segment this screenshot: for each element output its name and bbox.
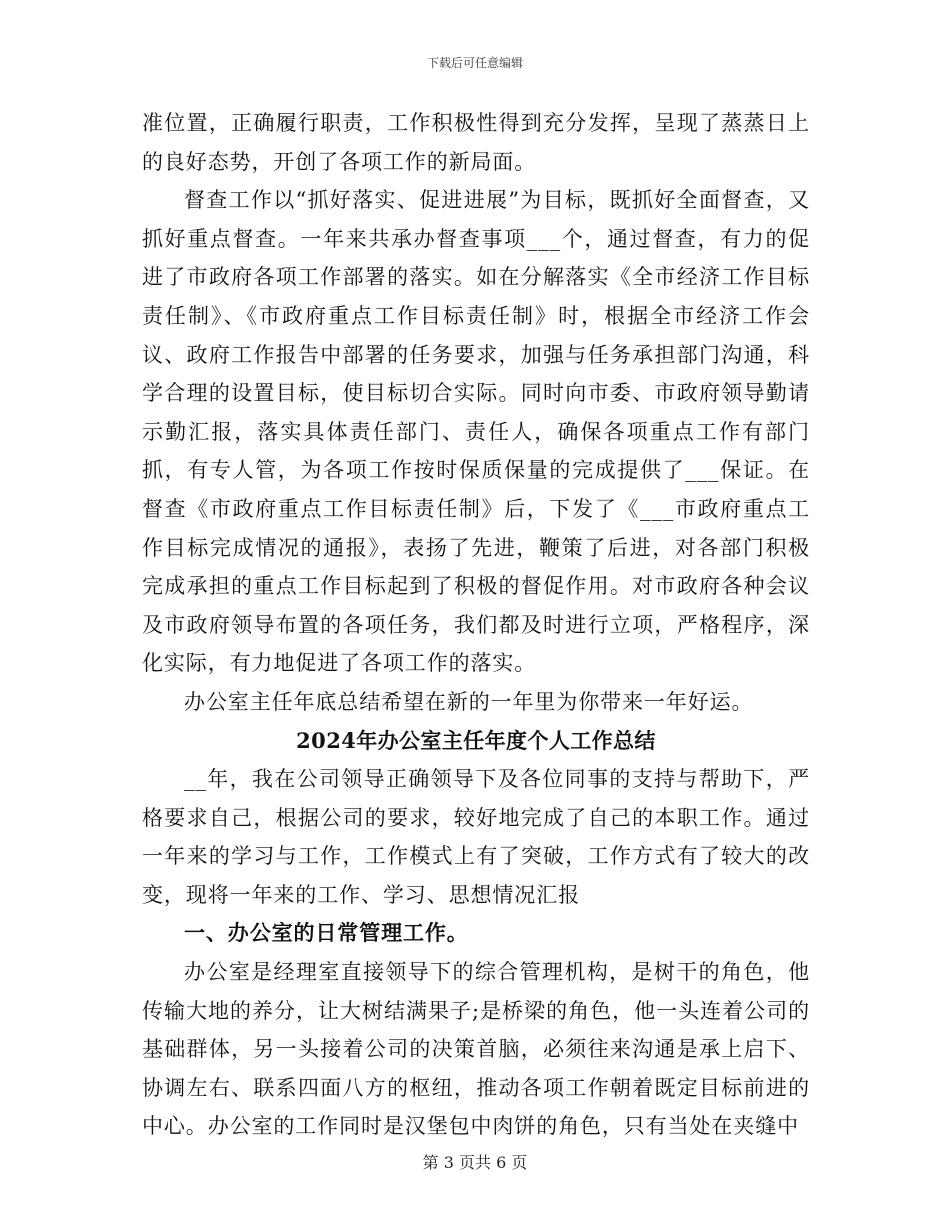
paragraph-supervision: 督查工作以“抓好落实、促进进展”为目标，既抓好全面督查，又抓好重点督查。一年来共承办督查事项___个，通过督查，有力的促进了市政府各项工作部署的落实。如在分解落实《全市经济工作目标责任制》、《市政府重点工作目标责任制》时，根据全市经济工作会议、政府工作报告中部署的任务要求，加强与任务承担部门沟通，科学合理的设置目标，使目标切合实际。同时向市委、市政府领导勤请示勤汇报，落实具体责任部门、责任人，确保各项重点工作有部门抓，有专人管，为各项工作按时保质保量的完成提供了___保证。在督查《市政府重点工作目标责任制》后，下发了《___市政府重点工作目标完成情况的通报》，表扬了先进，鞭策了后进，对各部门积极完成承担的重点工作目标起到了积极的督促作用。对市政府各种会议及市政府领导布置的各项任务，我们都及时进行立项，严格程序，深化实际，有力地促进了各项工作的落实。 [142,188,810,676]
paragraph-wish: 办公室主任年底总结希望在新的一年里为你带来一年好运。 [184,689,754,714]
paragraph-continuation: 准位置，正确履行职责，工作积极性得到充分发挥，呈现了蒸蒸日上的良好态势，开创了各项工作的新局面。 [142,111,810,174]
document-body [142,104,810,1146]
paragraph-intro: __年，我在公司领导正确领导下及各位同事的支持与帮助下，严格要求自己，根据公司的要求，较好地完成了自己的本职工作。通过一年来的学习与工作，工作模式上有了突破，工作方式有了较大的改变，现将一年来的工作、学习、思想情况汇报 [142,767,810,907]
section-heading: 一、办公室的日常管理工作。 [184,920,469,946]
paragraph-office-role: 办公室是经理室直接领导下的综合管理机构，是树干的角色，他传输大地的养分，让大树结满果子;是桥梁的角色，他一头连着公司的基础群体，另一头接着公司的决策首脑，必须往来沟通是承上启下、协调左右、联系四面八方的枢纽，推动各项工作朝着既定目标前进的中心。办公室的工作同时是汉堡包中肉饼的角色，只有当处在夹缝中 [142,960,810,1139]
page-header: 下载后可任意编辑 [426,56,523,70]
document-title: 2024年办公室主任年度个人工作总结 [296,727,656,753]
page-footer: 第 3 页共 6 页 [422,1153,528,1172]
